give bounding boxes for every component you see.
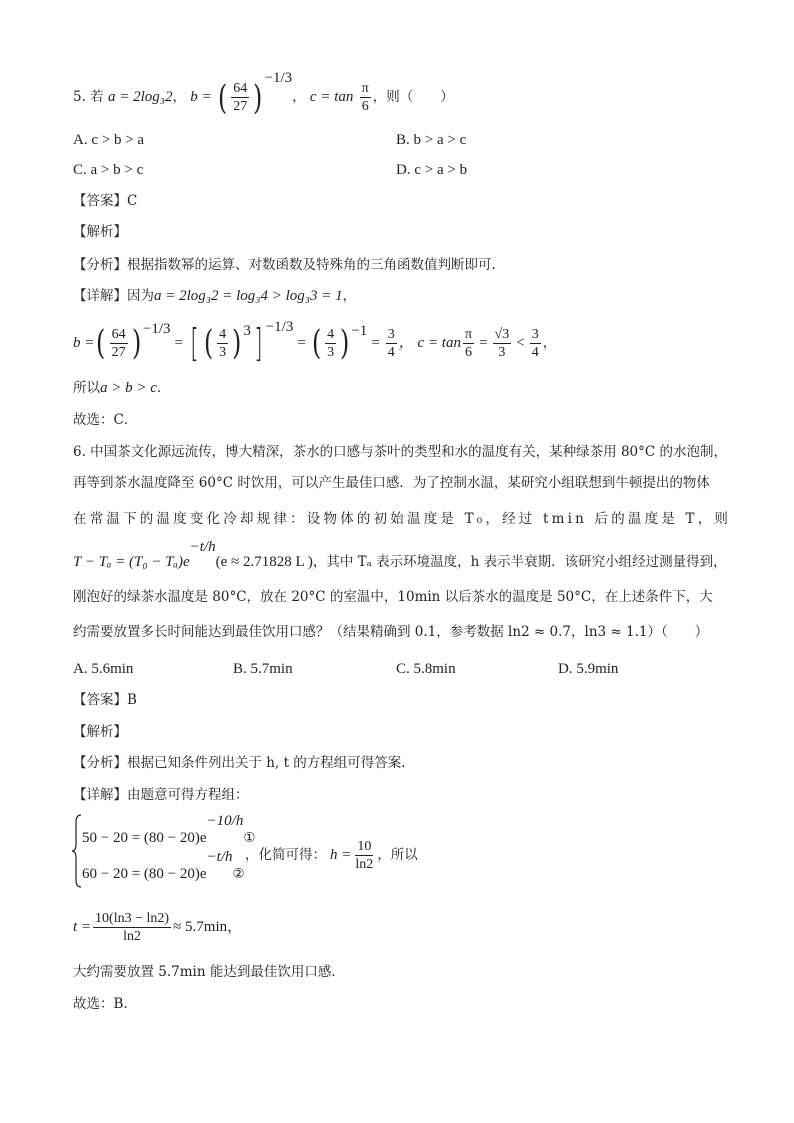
q6-line-2 [73,473,710,493]
text: 故选：B. [73,996,128,1012]
q6-option-b: B. 5.7min [233,661,293,677]
eq: = [371,335,380,351]
simplify-end: ，所以 [377,847,418,863]
den: 27 [233,99,248,114]
frac-r3-3 [493,326,512,361]
c-lhs: ， c = tan [398,335,461,351]
num: 64 [111,326,126,342]
bracket: ] [254,321,263,365]
q6-conclusion [73,962,345,982]
q5-fenxi [73,255,496,275]
eq-exp: −10/h [206,812,244,829]
q5-a-def: a = 2log₃2 [107,89,173,105]
q6-guxuan [73,994,128,1014]
fenxi-tag: 【分析】 [73,755,127,771]
sep: ， [172,89,186,105]
q6-line-1 [73,442,727,462]
num: 10(ln3 − ln2) [95,910,170,926]
text: 在常温下的温度变化冷却规律：设物体的初始温度是 T₀，经过 tmin 后的温度是 T，则 [73,511,732,527]
text: ，其中 Tₐ 表示环境温度，h 表示半衰期．该研究小组经过测量得到， [312,554,727,570]
q5-stem [73,69,454,118]
answer-value: B [127,692,137,708]
num: √3 [494,326,510,342]
frac-pi-6 [463,326,474,361]
answer-tag: 【答案】 [73,692,127,708]
q5-suoyi [73,378,170,398]
xiangjie-math: a = 2log₃2 = log₃4 > log₃3 = 1 [154,288,343,304]
eq-mark: ② [232,866,245,882]
lt: < [516,335,525,351]
den: 27 [111,344,126,360]
den: ln2 [355,856,374,872]
num: 4 [219,326,227,342]
eq: = [479,335,488,351]
simplify-text: ，化简可得： [245,847,326,863]
q5-jiexi [73,222,127,242]
paren-open: ( [217,77,228,118]
q5-b-frac [231,80,249,115]
text: 约需要放置多长时间能达到最佳饮用口感？（结果精确到 0.1，参考数据 ln2 ≈ 0.7，ln3 ≈ 1.1）（ ） [73,624,709,640]
text: 6. 中国茶文化源远流传，博大精深，茶水的口感与茶叶的类型和水的温度有关，某种绿茶用 80°C 的水泡制， [73,444,728,460]
h-lhs: h = [330,847,352,863]
q5-option-b: B. b > a > c [396,132,467,148]
den: 3 [498,344,506,360]
frac-3-4 [530,326,541,361]
eq-mark: ① [243,830,256,846]
q6-fenxi [73,753,406,773]
num: π [361,81,369,96]
q5-b-exp: −1/3 [264,69,293,86]
t-rhs: ≈ 5.7min， [173,919,243,935]
formula-exp: −t/h [189,538,216,555]
t-lhs: t = [73,919,92,935]
paren: ) [340,323,350,363]
xiangjie-end: ， [342,288,357,304]
q6-jiexi [73,722,127,742]
num: 10 [357,838,372,854]
sep: ． [156,380,171,396]
paren: ( [96,323,106,363]
jiexi-tag: 【解析】 [73,224,127,240]
num: 3 [387,326,395,342]
q5-c-def: c = tan [309,89,354,105]
text: 再等到茶水温度降至 60°C 时饮用，可以产生最佳口感．为了控制水温，某研究小组联想到牛顿提出的物体 [73,475,710,491]
formula-e: (e ≈ 2.71828 L ) [215,554,313,570]
frac-3-4 [386,326,397,361]
text: 刚泡好的绿茶水温度是 80°C，放在 20°C 的室温中，10min 以后茶水的温度是 50°C，在上述条件下，大 [73,589,713,605]
system-brace [72,814,82,888]
fenxi-text: 根据已知条件列出关于 h, t 的方程组可得答案. [127,755,406,771]
q6-option-c: C. 5.8min [396,661,456,677]
paren-close: ) [253,77,263,118]
paren: ( [311,323,322,363]
q6-option-d: D. 5.9min [558,661,619,677]
q5-option-a: A. c > b > a [73,132,145,148]
suoyi-math: a > b > c [100,380,157,396]
q5-option-c: C. a > b > c [73,162,144,178]
stem-end: ，则（ ） [372,89,454,105]
den: 4 [531,344,539,360]
suoyi: 所以 [73,380,100,396]
num: 3 [531,326,539,342]
q6-t-eq [73,906,242,948]
b-lhs: b = [73,335,95,351]
num: 64 [233,81,248,96]
sep: ， [292,89,306,105]
paren: ) [131,323,141,363]
q6-option-a: A. 5.6min [73,661,134,677]
q5-option-d: D. c > a > b [396,162,468,178]
paren: ( [203,323,214,363]
answer-value: C [127,193,138,209]
den: 6 [465,344,473,360]
eq: = [174,335,184,351]
q6-line-6 [73,622,708,642]
q5-c-frac [360,80,371,115]
q6-xiangjie [73,785,249,805]
den: 6 [361,99,369,114]
den: 3 [219,344,227,360]
frac-4-3 [325,326,336,361]
q6-eq1 [82,812,256,848]
q6-line-4 [73,538,727,572]
jiexi-tag: 【解析】 [73,724,127,740]
frac-64-27 [110,326,128,361]
bracket: [ [190,321,199,365]
eq-text: 60 − 20 = (80 − 20)e [82,866,207,882]
q5-guxuan [73,410,137,430]
formula: T − Tₐ = (T₀ − Tₐ)e [73,554,190,570]
answer-tag: 【答案】 [73,193,127,209]
q6-simplify [245,834,418,876]
eq-exp: −t/h [206,848,233,865]
num: π [464,326,473,342]
sep: ， [542,335,557,351]
text: 大约需要放置 5.7min 能达到最佳饮用口感． [73,964,345,980]
xiangjie-text: 由题意可得方程组： [127,787,249,803]
xiangjie-tag: 【详解】 [73,288,127,304]
xiangjie-pre: 因为 [127,288,154,304]
q5-answer [73,191,137,211]
q5-number: 5. 若 [73,89,104,105]
eq-text: 50 − 20 = (80 − 20)e [82,830,207,846]
q6-line-5 [73,587,713,607]
q5-xiangjie [73,286,356,306]
fenxi-text: 根据指数幂的运算、对数函数及特殊角的三角函数值判断即可. [127,257,496,273]
q5-b-chain: b = ( $\frac{64}{27}$ ) $^{-1/3}$ = [ ( $\frac{4}{3}$ ) $^3$ ] $^{-1/3}$ = ( $\frac{4}{3}$ ) $^{-1}$ = $\frac{3}{4}$ ， c = tan $\frac{\pi}{6}$ = $\frac{√3}{3}$ < $\frac{3}{4}$ ， [73,319,557,365]
xiangjie-tag: 【详解】 [73,787,127,803]
den: 3 [327,344,335,360]
frac-t [93,910,171,945]
paren: ) [232,323,242,363]
frac-h [353,838,375,873]
q5-b-lhs: b = [190,89,212,105]
fenxi-tag: 【分析】 [73,257,127,273]
q6-line-3 [73,509,731,529]
den: 4 [387,344,395,360]
q6-answer [73,690,137,710]
den: ln2 [123,928,141,944]
guxuan: 故选：C． [73,412,138,428]
eq: = [297,335,306,351]
q6-eq2 [82,848,245,884]
num: 4 [327,326,335,342]
frac-4-3 [217,326,228,361]
